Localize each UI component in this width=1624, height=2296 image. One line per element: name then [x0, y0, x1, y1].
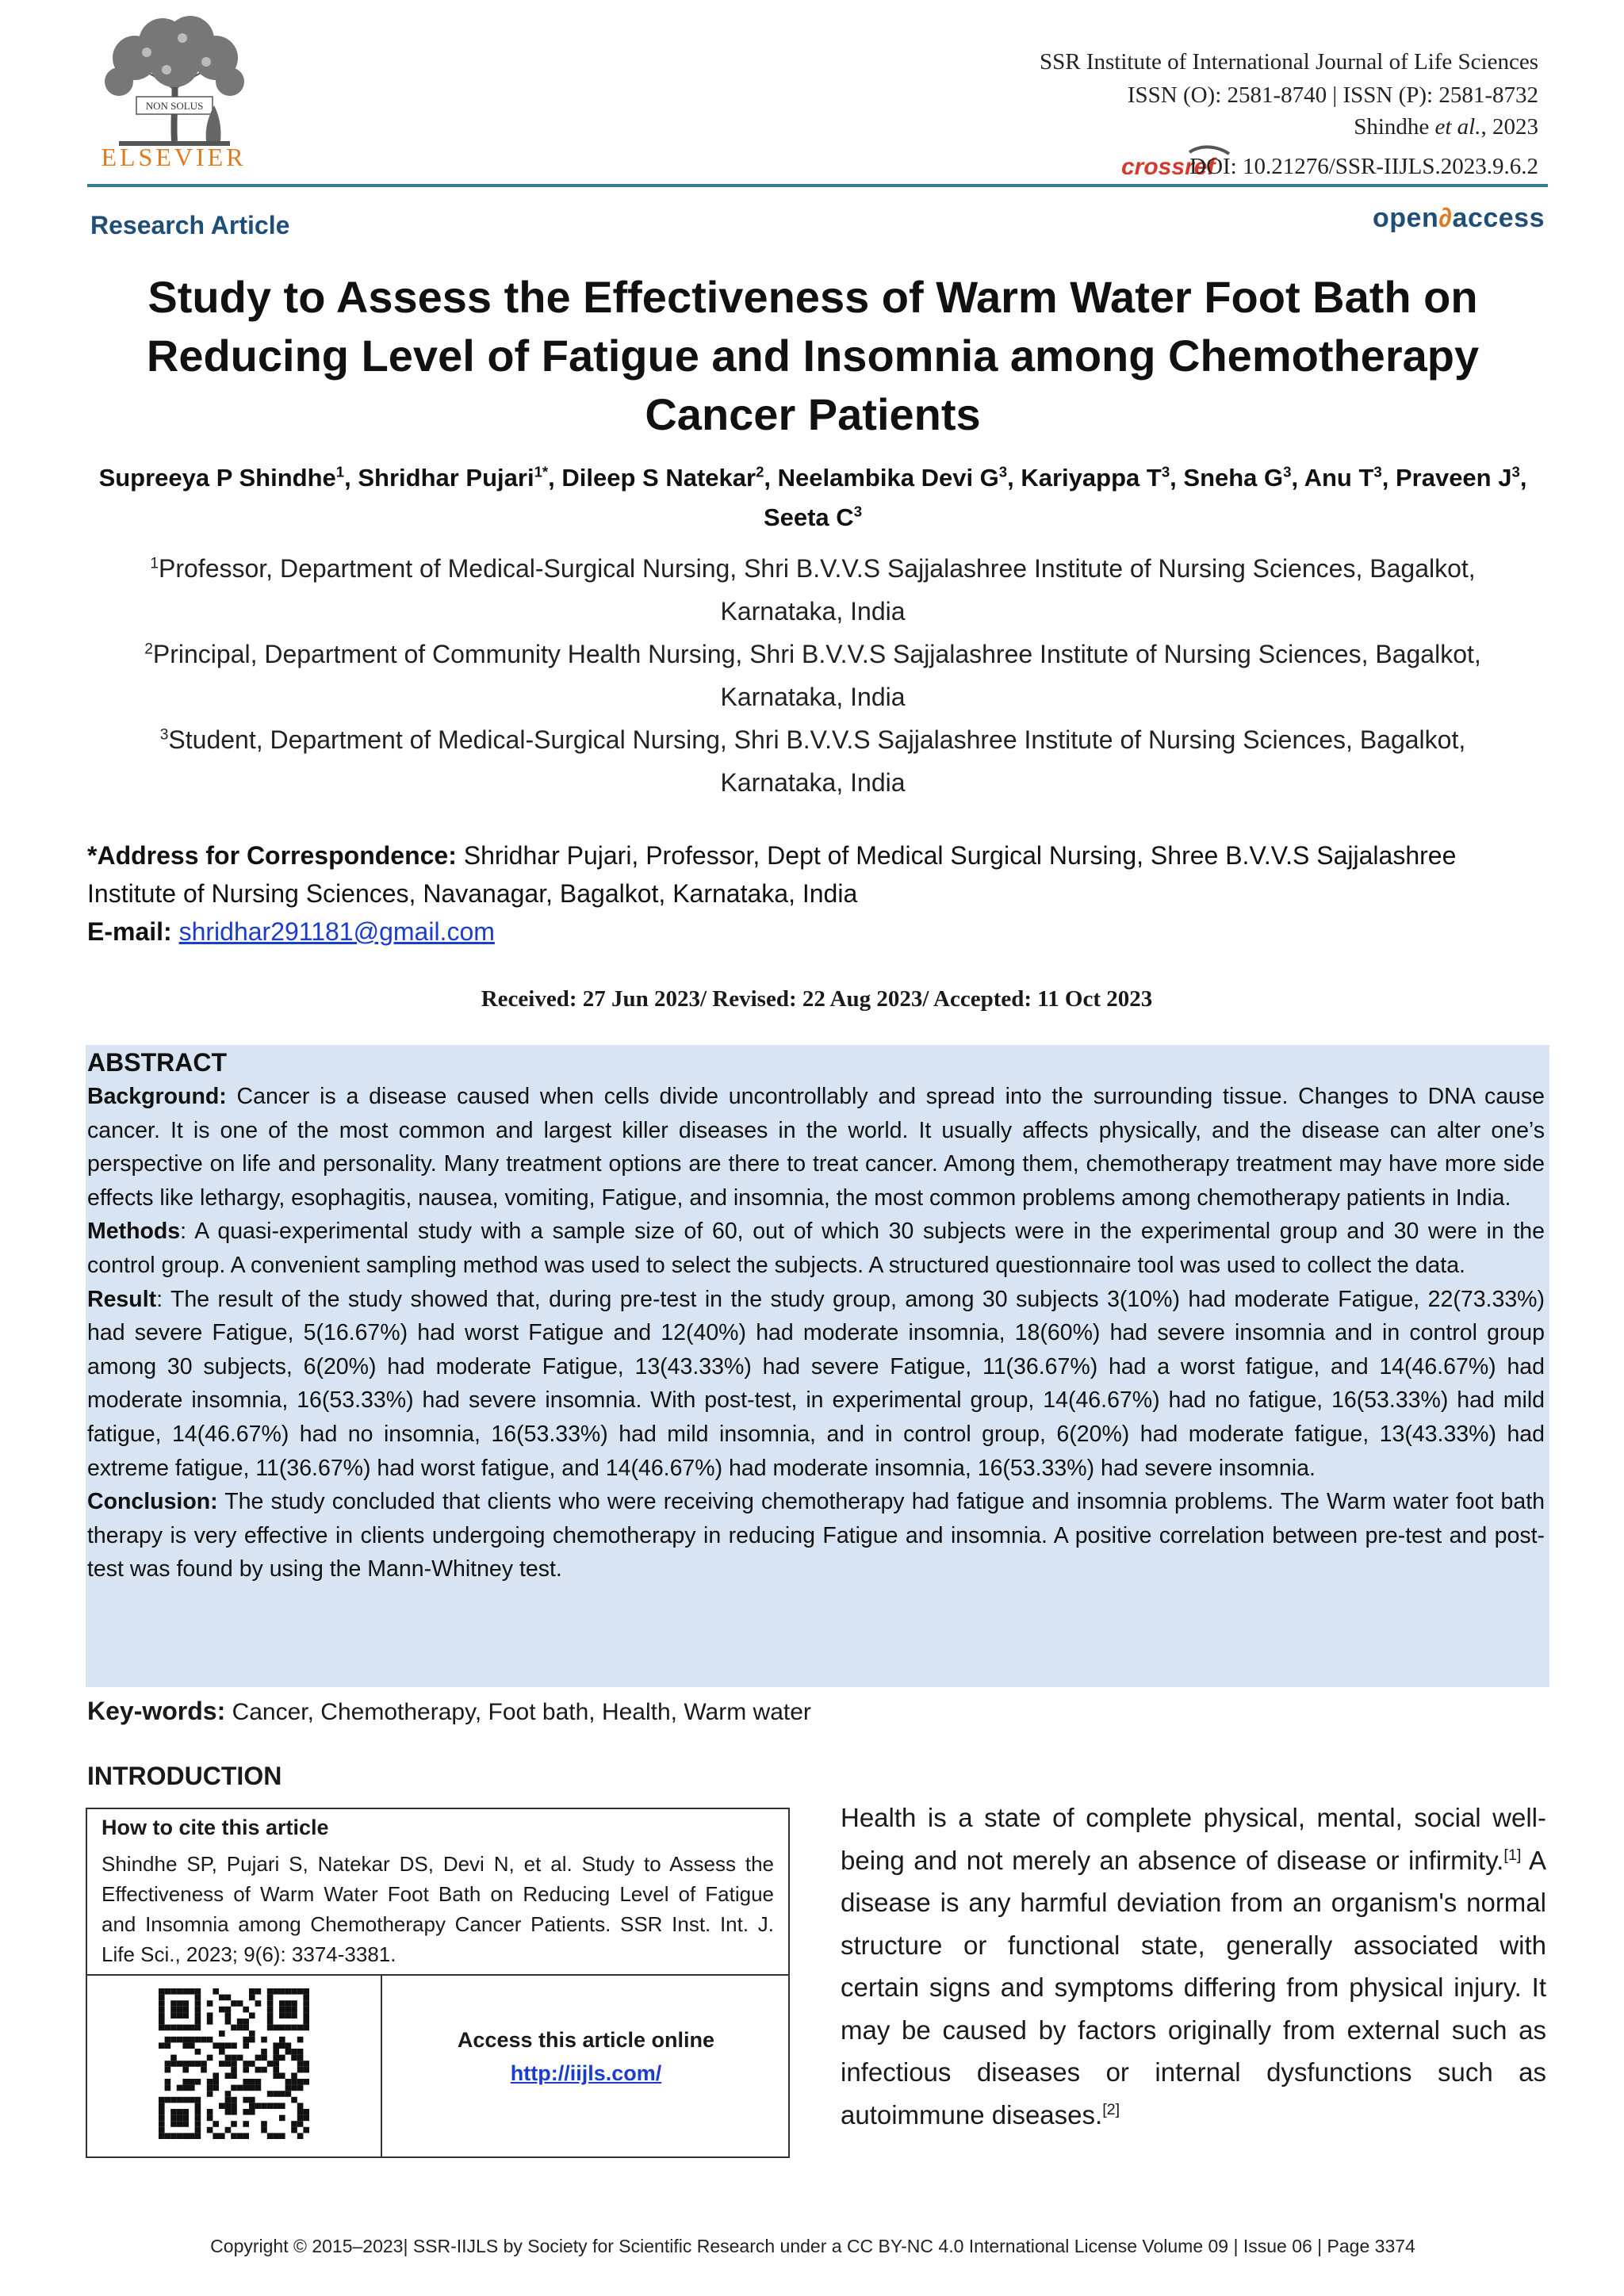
year: , 2023 — [1480, 114, 1538, 140]
affiliation-text: Professor, Department of Medical-Surgical Nursing, Shri B.V.V.S Sajjalashree Institute of Nursing Sciences, Bagalkot, Karnataka, India — [159, 554, 1476, 626]
journal-name: SSR Institute of International Journal of Life Sciences — [1040, 49, 1538, 75]
open-access-badge — [1373, 203, 1545, 234]
abstract-result-para — [87, 1283, 1545, 1486]
author-separator: , — [1519, 464, 1527, 492]
author-separator: , — [1170, 464, 1184, 492]
methods-text: : A quasi-experimental study with a sample size of 60, out of which 30 subjects were in the experimental group and 30 were in the control group. A convenient sampling method was used to select the subjects. A structured questionnaire tool was used to collect the data. — [87, 1219, 1545, 1278]
author-name: Supreeya P Shindhe — [98, 464, 336, 492]
conclusion-label: Conclusion: — [87, 1489, 218, 1515]
author-separator: , — [1291, 464, 1304, 492]
author-affiliation-marker: 3 — [1283, 463, 1292, 480]
open-access-word-2: access — [1452, 203, 1545, 233]
cite-box-divider — [86, 1974, 790, 1976]
affiliation-text: Student, Department of Medical-Surgical Nursing, Shri B.V.V.S Sajjalashree Institute of Nursing Sciences, Bagalkot, Karnataka, India — [168, 725, 1466, 797]
abstract-conclusion-para — [87, 1485, 1545, 1586]
author-affiliation-marker: 1 — [335, 463, 345, 480]
correspondence-label: *Address for Correspondence: — [87, 841, 457, 870]
keywords — [87, 1693, 811, 1730]
author-name: Shridhar Pujari — [358, 464, 534, 492]
affiliation-3 — [95, 718, 1530, 804]
author-name: Seeta C — [763, 503, 854, 531]
author-affiliation-marker: 2 — [756, 463, 764, 480]
email-label: E-mail: — [87, 917, 172, 946]
access-online-link[interactable]: http://iijls.com/ — [510, 2061, 662, 2085]
doi[interactable]: DOI: 10.21276/SSR-IIJLS.2023.9.6.2 — [1189, 154, 1538, 179]
cite-title: How to cite this article — [102, 1816, 329, 1839]
correspondence — [87, 836, 1546, 951]
author-affiliation-marker: 3 — [998, 463, 1008, 480]
abstract-background-para — [87, 1080, 1545, 1215]
issn-line: ISSN (O): 2581-8740 | ISSN (P): 2581-8732 — [1127, 82, 1538, 108]
author-separator: , — [764, 464, 778, 492]
author-affiliation-marker: 3 — [1161, 463, 1170, 480]
intro-sentence-2: A disease is any harmful deviation from an organism's normal structure or functional state, generally associated with certain signs and symptoms differing from physical injury. It may be caused by factors originally from external such as infectious diseases or internal dysfunctions such as autoimmune diseases. — [841, 1845, 1546, 2130]
reference-1[interactable]: [1] — [1503, 1846, 1522, 1864]
keywords-label: Key-words: — [87, 1697, 226, 1725]
author-name: Anu T — [1304, 464, 1374, 492]
author-list — [87, 458, 1538, 538]
header-rule — [87, 184, 1548, 187]
keywords-text: Cancer, Chemotherapy, Foot bath, Health, Warm water — [225, 1699, 811, 1725]
author-affiliation-marker: 1* — [534, 463, 549, 480]
author-separator: , — [344, 464, 358, 492]
affiliation-marker: 3 — [159, 726, 169, 744]
logo-motto: NON SOLUS — [145, 100, 204, 112]
intro-sentence-1: Health is a state of complete physical, mental, social well-being and not merely an absence of disease or infirmity. — [841, 1803, 1546, 1875]
crossref-label: crossref — [1121, 154, 1216, 180]
open-access-word: open — [1373, 203, 1439, 233]
methods-label: Methods — [87, 1219, 181, 1245]
affiliation-marker: 2 — [144, 641, 153, 658]
introduction-text — [841, 1797, 1546, 2136]
conclusion-text: The study concluded that clients who were receiving chemotherapy had fatigue and insomnia problems. The Warm water foot bath therapy is very effective in clients undergoing chemotherapy in reducing Fatigue and insomnia. A positive correlation between pre-test and post-test was found by using the Mann-Whitney test. — [87, 1489, 1545, 1582]
background-text: Cancer is a disease caused when cells divide uncontrollably and spread into the surrounding tissue. Changes to DNA cause cancer. It is one of the most common and largest killer diseases in the world. It usually affects physically, and the disease can alter one’s perspective on life and personality. Many treatment options are there to treat cancer. Among them, chemotherapy treatment may have more side effects like lethargy, esophagitis, nausea, vomiting, Fatigue, and insomnia, the most common problems among chemotherapy patients in India. — [87, 1084, 1545, 1211]
author-name: Kariyappa T — [1021, 464, 1162, 492]
correspondence-address: Shridhar Pujari, Professor, Dept of Medical Surgical Nursing, Shree B.V.V.S Sajjalashree Institute of Nursing Sciences, Navanagar, Bagalkot, Karnataka, India — [87, 841, 1457, 908]
open-access-lock-icon: ∂ — [1438, 203, 1453, 233]
affiliation-2 — [95, 633, 1530, 718]
author-affiliation-marker: 3 — [1511, 463, 1520, 480]
author-affiliation-marker: 3 — [853, 503, 863, 520]
result-text: : The result of the study showed that, during pre-test in the study group, among 30 subjects 3(10%) had moderate Fatigue, 22(73.33%) had severe Fatigue, 5(16.67%) had worst Fatigue and 12(40%) had moderate insomnia, 18(60%) had severe insomnia and in control group among 30 subjects, 6(20%) had moderate Fatigue, 13(43.33%) had severe Fatigue, 11(36.67%) had a worst fatigue, and 14(46.67%) had moderate insomnia, 16(53.33%) had severe insomnia. With post-test, in experimental group, 14(46.67%) had no fatigue, 16(53.33%) had mild fatigue, 14(46.67%) had no insomnia, 16(53.33%) had mild insomnia, and in control group, 6(20%) had moderate fatigue, 13(43.33%) had extreme fatigue, 11(36.67%) had worst fatigue, and 14(46.67%) had moderate insomnia, 16(53.33%) had severe insomnia. — [87, 1286, 1545, 1481]
email-link[interactable]: shridhar291181@gmail.com — [178, 917, 495, 946]
cite-text: Shindhe SP, Pujari S, Natekar DS, Devi N, et al. Study to Assess the Effectiveness of Warm Water Foot Bath on Reducing Level of Fatigue and Insomnia among Chemotherapy Cancer Patients. SSR Inst. Int. J. Life Sci., 2023; 9(6): 3374-3381. — [102, 1852, 774, 1966]
article-title: Study to Assess the Effectiveness of Warm Water Foot Bath on Reducing Level of Fatigue and Insomnia among Chemotherapy Cancer Patients — [146, 272, 1480, 439]
author-name: Praveen J — [1395, 464, 1512, 492]
publisher-name: ELSEVIER — [101, 143, 247, 171]
background-label: Background: — [87, 1084, 227, 1109]
page-footer: Copyright © 2015–2023| SSR-IIJLS by Society for Scientific Research under a CC BY-NC 4.0 International License Volume 09 | Issue 06 | Page 3374 — [210, 2236, 1415, 2256]
qr-code-icon[interactable] — [159, 1988, 309, 2139]
author-name: Neelambika Devi G — [777, 464, 999, 492]
author-separator: , — [548, 464, 562, 492]
affiliation-1 — [95, 547, 1530, 633]
author-affiliation-marker: 3 — [1373, 463, 1382, 480]
author-year — [1354, 114, 1538, 140]
article-dates: Received: 27 Jun 2023/ Revised: 22 Aug 2023/ Accepted: 11 Oct 2023 — [481, 986, 1153, 1012]
author-name: Dileep S Natekar — [561, 464, 756, 492]
result-label: Result — [87, 1286, 157, 1312]
author-surname: Shindhe — [1354, 114, 1435, 140]
introduction-heading: INTRODUCTION — [87, 1762, 282, 1790]
author-separator: , — [1381, 464, 1396, 492]
author-name: Sneha G — [1183, 464, 1284, 492]
access-online-label: Access this article online — [457, 2028, 715, 2052]
abstract — [87, 1045, 1545, 1586]
reference-2[interactable]: [2] — [1102, 2100, 1120, 2118]
affiliation-text: Principal, Department of Community Health Nursing, Shri B.V.V.S Sajjalashree Institute of Nursing Sciences, Bagalkot, Karnataka, India — [152, 640, 1481, 711]
affiliation-marker: 1 — [150, 555, 159, 572]
abstract-heading: ABSTRACT — [87, 1048, 227, 1077]
article-type: Research Article — [90, 211, 290, 239]
et-al: et al. — [1434, 114, 1481, 140]
author-separator: , — [1007, 464, 1021, 492]
abstract-methods-para — [87, 1215, 1545, 1282]
